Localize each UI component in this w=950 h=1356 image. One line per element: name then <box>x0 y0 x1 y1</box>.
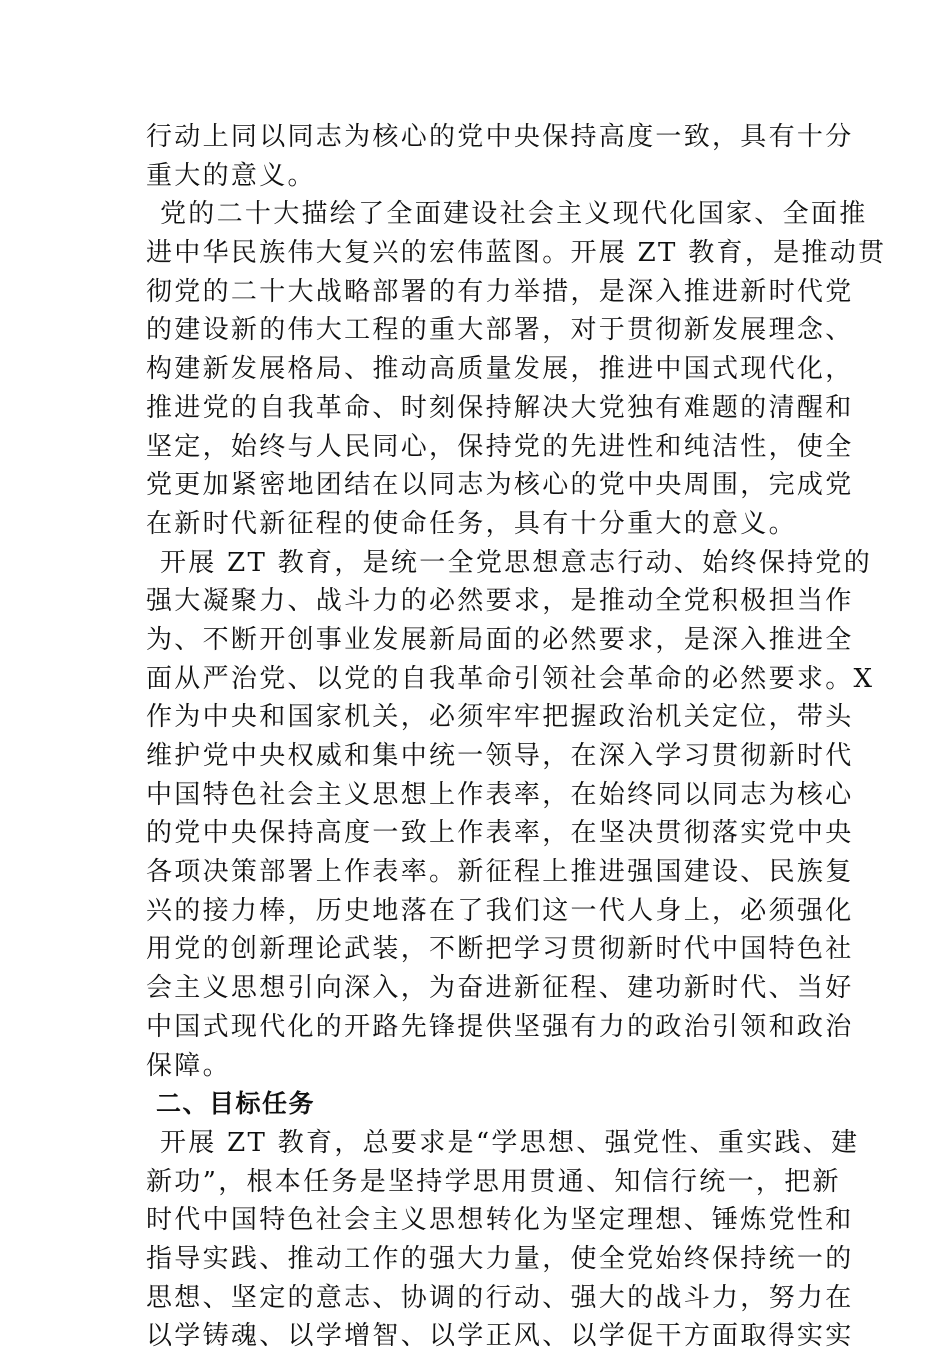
paragraph-goals <box>146 1124 860 1356</box>
text-line: 思想、坚定的意志、协调的行动、强大的战斗力，努力在 <box>146 1282 854 1313</box>
text-line: 作为中央和国家机关，必须牢牢把握政治机关定位，带头 <box>146 702 854 733</box>
text-line: 中国式现代化的开路先锋提供坚强有力的政治引领和政治 <box>146 1011 854 1042</box>
text-line: 构建新发展格局、推动高质量发展，推进中国式现代化， <box>146 354 854 385</box>
text-line: 以学铸魂、以学增智、以学正风、以学促干方面取得实实 <box>146 1321 854 1352</box>
text-line: 重大的意义。 <box>146 160 316 191</box>
text-line: 面从严治党、以党的自我革命引领社会革命的必然要求。X <box>146 663 875 694</box>
text-line: 开展 ZT 教育，是统一全党思想意志行动、始终保持党的 <box>160 547 873 578</box>
text-line: 推进党的自我革命、时刻保持解决大党独有难题的清醒和 <box>146 392 854 423</box>
text-line: 兴的接力棒，历史地落在了我们这一代人身上，必须强化 <box>146 895 854 926</box>
text-line: 时代中国特色社会主义思想转化为坚定理想、锤炼党性和 <box>146 1205 854 1236</box>
text-line: 进中华民族伟大复兴的宏伟蓝图。开展 ZT 教育，是推动贯 <box>146 238 887 269</box>
section-heading: 二、目标任务 <box>156 1089 316 1119</box>
text-line: 维护党中央权威和集中统一领导，在深入学习贯彻新时代 <box>146 741 854 771</box>
text-line: 会主义思想引向深入，为奋进新征程、建功新时代、当好 <box>146 973 854 1004</box>
text-line: 在新时代新征程的使命任务，具有十分重大的意义。 <box>146 508 797 539</box>
text-line: 的建设新的伟大工程的重大部署，对于贯彻新发展理念、 <box>146 315 854 346</box>
text-line: 行动上同以同志为核心的党中央保持高度一致，具有十分 <box>146 122 854 152</box>
text-line: 党的二十大描绘了全面建设社会主义现代化国家、全面推 <box>160 199 868 230</box>
text-line: 指导实践、推动工作的强大力量，使全党始终保持统一的 <box>146 1243 854 1274</box>
document-body <box>146 118 887 1356</box>
text-line: 开展 ZT 教育，总要求是“学思想、强党性、重实践、建 <box>160 1127 860 1158</box>
text-line: 各项决策部署上作表率。新征程上推进强国建设、民族复 <box>146 857 854 888</box>
text-line: 党更加紧密地团结在以同志为核心的党中央周围，完成党 <box>146 470 854 501</box>
text-line: 为、不断开创事业发展新局面的必然要求，是深入推进全 <box>146 624 854 655</box>
text-line: 中国特色社会主义思想上作表率，在始终同以同志为核心 <box>146 779 854 810</box>
text-line: 强大凝聚力、战斗力的必然要求，是推动全党积极担当作 <box>146 586 854 617</box>
text-line: 新功”，根本任务是坚持学思用贯通、知信行统一，把新 <box>146 1166 841 1197</box>
text-line: 坚定，始终与人民同心，保持党的先进性和纯洁性，使全 <box>146 431 854 462</box>
text-line: 彻党的二十大战略部署的有力举措，是深入推进新时代党 <box>146 276 854 307</box>
text-line: 保障。 <box>146 1050 231 1081</box>
paragraph-requirements <box>146 544 875 1086</box>
text-line: 的党中央保持高度一致上作表率，在坚决贯彻落实党中央 <box>146 818 854 849</box>
paragraph-continuation <box>146 118 854 195</box>
paragraph-blueprint <box>146 195 887 543</box>
text-line: 用党的创新理论武装，不断把学习贯彻新时代中国特色社 <box>146 934 854 965</box>
